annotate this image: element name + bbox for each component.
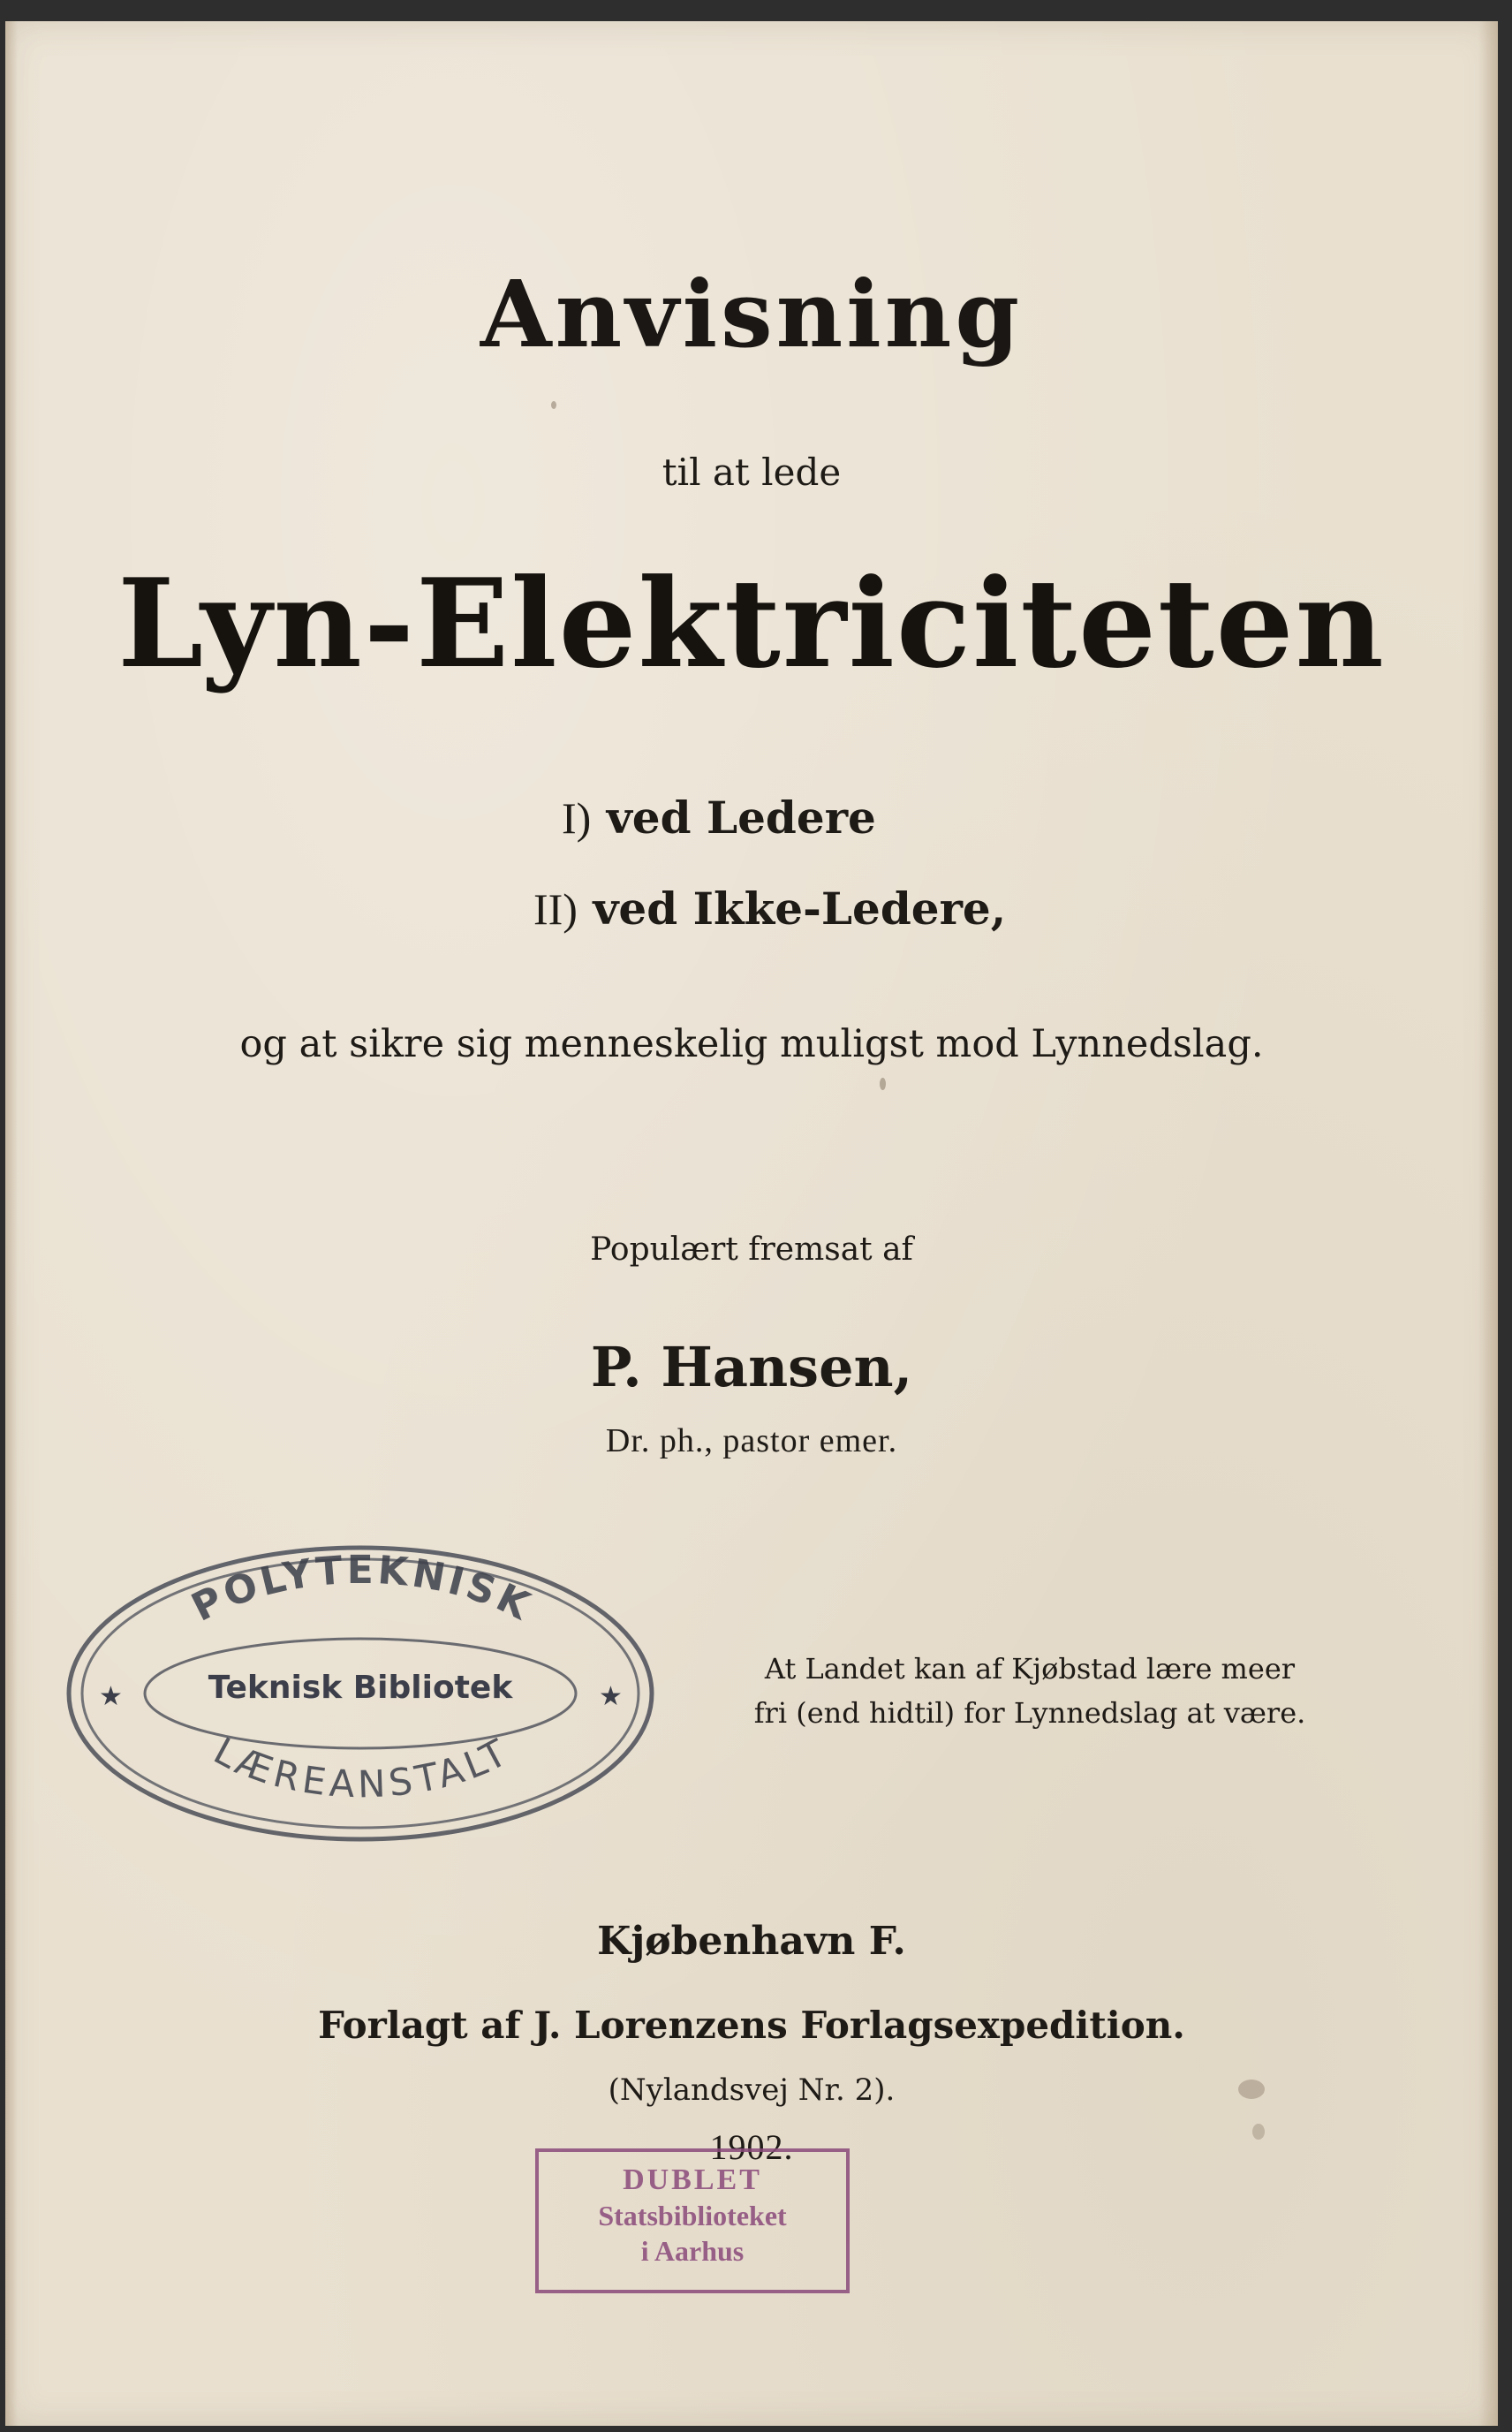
motto-line-1: At Landet kan af Kjøbstad lære meer (764, 1652, 1296, 1686)
imprint-address: (Nylandsvej Nr. 2). (608, 2072, 896, 2108)
title-big: Lyn-Elektriciteten (117, 551, 1386, 695)
presented-by: Populært fremsat af (590, 1231, 913, 1268)
title-page (5, 21, 1498, 2426)
dublet-stamp (535, 2148, 850, 2293)
motto-line-2: fri (end hidtil) for Lynnedslag at være. (753, 1696, 1306, 1730)
imprint-publisher: Forlagt af J. Lorenzens Forlagsexpedition. (318, 2004, 1185, 2047)
item-number: II) (533, 884, 578, 934)
library-stamp (62, 1539, 659, 1848)
motto (721, 1647, 1339, 1735)
imprint-year: 1902. (709, 2127, 794, 2167)
title-main: Anvisning (480, 260, 1024, 368)
title-connector: til at lede (662, 451, 842, 494)
item-text: ved Ikke-Ledere, (593, 883, 1007, 935)
author-name: P. Hansen, (590, 1335, 913, 1399)
paper-speck (551, 401, 556, 409)
paper-speck (1252, 2124, 1265, 2140)
item-ikke-ledere (533, 883, 1006, 935)
imprint-city: Kjøbenhavn F. (597, 1919, 906, 1964)
stamp-bottom-text: LÆREANSTALT (207, 1729, 518, 1807)
dublet-stamp-line-2: Statsbiblioteket (598, 2200, 787, 2231)
stamp-center-text: Teknisk Bibliotek (208, 1670, 513, 1706)
stamp-top-text: POLYTEKNISK (185, 1547, 540, 1631)
stamp-star-left: ★ (99, 1681, 123, 1712)
dublet-stamp-line-3: i Aarhus (640, 2235, 745, 2267)
author-degree: Dr. ph., pastor emer. (605, 1422, 898, 1459)
page-left-edge (5, 21, 18, 2426)
page-right-edge (1478, 21, 1498, 2426)
item-ledere (562, 792, 876, 844)
subtitle: og at sikre sig menneskelig muligst mod Lynnedslag. (239, 1022, 1264, 1066)
paper-speck (880, 1078, 886, 1090)
item-text: ved Ledere (606, 792, 876, 844)
item-number: I) (562, 793, 592, 843)
dublet-stamp-line-1: DUBLET (623, 2163, 762, 2196)
paper-speck (1238, 2080, 1265, 2099)
stamp-star-right: ★ (599, 1681, 623, 1712)
